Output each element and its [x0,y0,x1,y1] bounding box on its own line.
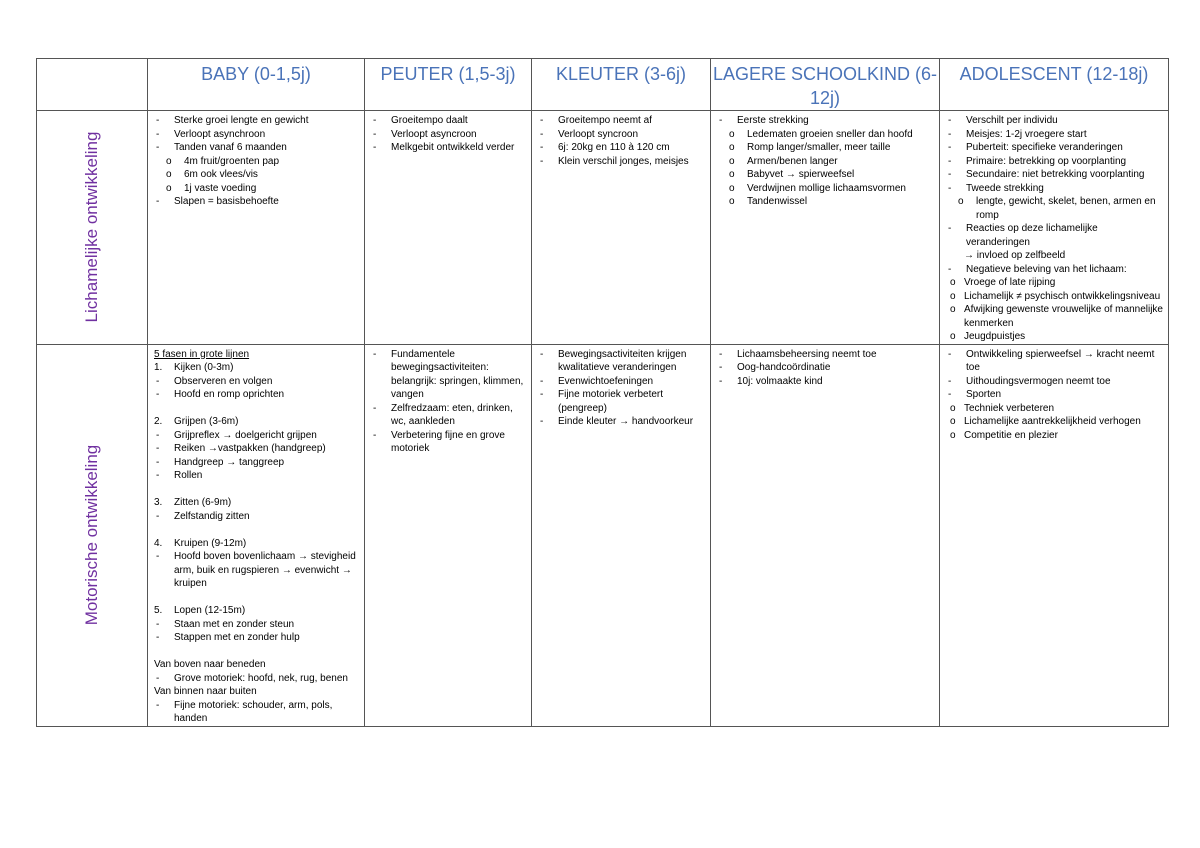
list-item-text: Zelfredzaam: eten, drinken, wc, aankleden [391,402,513,427]
list-item [154,658,360,672]
list-item-text: Ledematen groeien sneller dan hoofd [747,128,913,140]
list-item [154,537,360,551]
list-item [946,330,1164,344]
list-item [946,276,1164,290]
bullet-marker: - [540,416,544,427]
bullet-marker: o [166,182,172,194]
bullet-marker: o [729,142,735,153]
list-item-text: Lichamelijk ≠ psychisch ontwikkelingsniveau [964,290,1161,302]
list-item [154,496,360,510]
bullet-marker: - [540,389,544,400]
list-item-text: Grijpreflex → doelgericht grijpen [174,429,317,441]
list-item [946,290,1164,304]
list-item [946,249,1164,263]
bullet-marker: - [156,618,160,630]
list-item [946,128,1164,142]
list-item-text: 6m ook vlees/vis [184,169,258,180]
list-item-text: Verloopt syncroon [558,128,639,140]
list-item-text: Oog-handcoördinatie [737,362,831,373]
list-item-text: Melkgebit ontwikkeld verder [391,142,515,153]
bullet-marker: - [156,375,160,387]
bullet-marker: o [950,429,956,441]
bullet-marker: - [156,699,160,711]
bullet-marker: - [948,389,952,400]
list-item [538,141,706,155]
cell-lichamelijke-adolescent [940,111,1169,345]
list-item [946,114,1164,128]
list-item [154,114,360,128]
cell-motorische-schoolkind [711,344,940,726]
list-item-text: Meisjes: 1-2j vroegere start [966,128,1087,140]
list-item [946,348,1164,375]
cell-lichamelijke-kleuter [532,111,711,345]
bullet-marker: - [948,375,952,387]
list-item-text: → invloed op zelfbeeld [964,250,1066,261]
cell-lichamelijke-schoolkind [711,111,940,345]
bullet-marker: - [948,223,952,234]
cell-motorische-adolescent [940,344,1169,726]
list-item-text: Verdwijnen mollige lichaamsvormen [747,182,906,194]
list-item-text: Puberteit: specifieke veranderingen [966,142,1123,153]
bullet-marker: - [948,348,952,360]
bullet-marker: - [156,128,160,140]
bullet-marker: o [729,128,735,140]
bullet-marker: - [156,196,160,207]
bullet-marker: - [948,115,952,126]
list-item-text: Reiken →vastpakken (handgreep) [174,443,326,454]
list-item-text: 1j vaste voeding [184,182,257,194]
bullet-marker: 1. [154,362,163,373]
list-item [946,141,1164,155]
list-item [538,155,706,169]
bullet-marker [946,249,964,263]
bullet-marker: - [719,362,723,373]
bullet-marker: - [156,672,160,684]
header-row [37,59,1169,111]
list-item [538,114,706,128]
list-item [154,442,360,456]
bullet-marker: o [950,304,956,315]
bullet-marker: 5. [154,605,163,616]
list-item [371,114,527,128]
header-kleuter: KLEUTER (3-6j) [532,59,711,111]
cell-motorische-baby [148,344,365,726]
list-item-text: Stappen met en zonder hulp [174,632,300,643]
bullet-marker: - [373,402,377,414]
list-item [946,195,1164,222]
list-item [154,429,360,443]
header-baby: BABY (0-1,5j) [148,59,365,111]
blank-line [154,483,360,497]
list-item [538,348,706,375]
row-label-motorische: Motorische ontwikkeling [82,444,101,626]
list-item [371,141,527,155]
list-item [371,128,527,142]
bullet-marker: - [373,128,377,140]
list-item [154,685,360,699]
row-motorische [37,344,1169,726]
list-item-text: 10j: volmaakte kind [737,375,823,387]
list-item-text: Secundaire: niet betrekking voorplanting [966,169,1145,180]
bullet-marker: o [729,196,735,207]
list-item [717,348,935,362]
list-item [946,263,1164,277]
list-item [154,604,360,618]
list-item-text: Primaire: betrekking op voorplanting [966,155,1127,167]
cell-lichamelijke-baby [148,111,365,345]
list-item [154,510,360,524]
list-item [946,168,1164,182]
cell-lichamelijke-peuter [365,111,532,345]
list-item-text: Evenwichtoefeningen [558,375,654,387]
bullet-marker: - [156,389,160,400]
list-item-text: Hoofd boven bovenlichaam → stevigheid arm, buik en rugspieren → evenwicht → kruipen [174,551,356,589]
list-item-text: Verloopt asyncroon [391,128,477,140]
row-label-cell [37,111,148,345]
list-item [154,469,360,483]
list-item-text: Zitten (6-9m) [174,497,232,508]
bullet-marker: - [540,155,544,167]
row-lichamelijke [37,111,1169,345]
bullet-marker: - [948,263,952,275]
list-item-text: Lichaamsbeheersing neemt toe [737,348,877,360]
cell-motorische-peuter [365,344,532,726]
cell-motorische-kleuter [532,344,711,726]
list-item [717,128,935,142]
list-item-text: Babyvet → spierweefsel [747,169,855,180]
list-item-text: Rollen [174,470,203,481]
list-item-text: Afwijking gewenste vrouwelijke of mannelijke kenmerken [964,304,1163,329]
list-item-text: Fundamentele bewegingsactiviteiten: belangrijk: springen, klimmen, vangen [391,348,524,400]
bullet-marker: - [156,470,160,481]
list-item [154,631,360,645]
blank-line [154,645,360,659]
bullet-marker: o [729,155,735,167]
list-item [154,168,360,182]
list-item [154,348,360,362]
list-item-text: Verbetering fijne en grove motoriek [391,429,505,454]
list-item [946,429,1164,443]
bullet-marker: - [156,632,160,643]
bullet-marker: - [540,375,544,387]
blank-line [154,402,360,416]
bullet-marker: - [156,551,160,562]
bullet-marker: - [540,128,544,140]
row-label-lichamelijke: Lichamelijke ontwikkeling [82,131,101,323]
list-item-text: Jeugdpuistjes [964,331,1026,342]
list-item-text: Van boven naar beneden [154,659,266,670]
bullet-marker: - [719,348,723,360]
list-item-text: Tanden vanaf 6 maanden [174,142,287,153]
bullet-marker: o [950,331,956,342]
bullet-marker: o [166,169,172,180]
bullet-marker: - [540,348,544,360]
list-item [538,388,706,415]
bullet-marker: o [729,169,735,180]
bullet-marker: - [156,429,160,441]
bullet-marker: - [948,128,952,140]
list-item [717,195,935,209]
list-item-text: Groeitempo daalt [391,115,468,126]
list-item-text: Verloopt asynchroon [174,128,266,140]
bullet-marker: - [948,182,952,194]
list-item-text: Fijne motoriek verbetert (pengreep) [558,389,664,414]
list-item-text: Zelfstandig zitten [174,510,250,522]
list-item [154,618,360,632]
list-item-text: Grove motoriek: hoofd, nek, rug, benen [174,672,348,684]
list-item [717,155,935,169]
list-item [946,375,1164,389]
list-item-text: Groeitempo neemt af [558,115,652,126]
list-item-text: Ontwikkeling spierweefsel → kracht neemt toe [966,348,1155,373]
list-item [371,348,527,402]
bullet-marker: o [950,416,956,427]
bullet-marker: - [540,115,544,126]
list-item-text: Sterke groei lengte en gewicht [174,115,309,126]
list-item [154,456,360,470]
list-item [154,128,360,142]
bullet-marker: o [958,196,964,207]
list-item [946,415,1164,429]
list-item-text: Klein verschil jonges, meisjes [558,155,689,167]
bullet-marker: o [950,277,956,288]
list-item-text: Tandenwissel [747,196,808,207]
list-item-text: Eerste strekking [737,115,809,126]
bullet-marker: - [948,142,952,153]
list-item-text: Staan met en zonder steun [174,618,295,630]
list-item [154,361,360,375]
list-item-text: Grijpen (3-6m) [174,416,239,427]
bullet-marker: 4. [154,537,163,549]
list-item-text: 5 fasen in grote lijnen [154,348,250,360]
bullet-marker: o [950,402,956,414]
list-item-text: Tweede strekking [966,182,1044,194]
list-item-text: Negatieve beleving van het lichaam: [966,263,1127,275]
list-item [946,303,1164,330]
bullet-marker: o [166,155,172,167]
list-item-text: Fijne motoriek: schouder, arm, pols, handen [174,699,333,724]
list-item-text: Van binnen naar buiten [154,686,257,697]
list-item [154,672,360,686]
list-item [154,141,360,155]
list-item [538,128,706,142]
list-item-text: Einde kleuter → handvoorkeur [558,416,694,427]
list-item-text: Romp langer/smaller, meer taille [747,142,891,153]
bullet-marker: - [156,115,160,126]
list-item-text: Lopen (12-15m) [174,605,246,616]
bullet-marker: - [156,443,160,454]
list-item [717,141,935,155]
list-item [538,415,706,429]
list-item [154,375,360,389]
list-item-text: Competitie en plezier [964,429,1058,441]
bullet-marker: - [156,510,160,522]
list-item [717,114,935,128]
blank-line [154,523,360,537]
list-item-text: Kruipen (9-12m) [174,537,247,549]
header-peuter: PEUTER (1,5-3j) [365,59,532,111]
list-item [946,388,1164,402]
list-item [154,195,360,209]
blank-line [154,591,360,605]
list-item [154,699,360,726]
row-label-cell [37,344,148,726]
bullet-marker: - [719,115,723,126]
bullet-marker: - [373,429,377,441]
list-item-text: Slapen = basisbehoefte [174,196,279,207]
list-item-text: Sporten [966,389,1002,400]
list-item-text: Techniek verbeteren [964,402,1055,414]
list-item [538,375,706,389]
list-item [154,415,360,429]
list-item [154,388,360,402]
list-item-text: Armen/benen langer [747,155,838,167]
list-item [946,222,1164,249]
list-item-text: Handgreep → tanggreep [174,456,285,468]
list-item [371,402,527,429]
list-item-text: Reacties op deze lichamelijke veranderingen [966,223,1098,248]
header-adolescent: ADOLESCENT (12-18j) [940,59,1169,111]
list-item [717,375,935,389]
list-item [946,182,1164,196]
list-item-text: Kijken (0-3m) [174,362,234,373]
bullet-marker: - [540,142,544,153]
list-item [946,155,1164,169]
development-table [36,58,1169,727]
list-item [154,155,360,169]
list-item [717,361,935,375]
list-item-text: Vroege of late rijping [964,277,1056,288]
list-item-text: 4m fruit/groenten pap [184,155,280,167]
list-item [154,550,360,591]
list-item [154,182,360,196]
list-item [717,182,935,196]
list-item-text: Hoofd en romp oprichten [174,389,285,400]
list-item [717,168,935,182]
corner-cell [37,59,148,111]
bullet-marker: - [156,456,160,468]
list-item-text: Lichamelijke aantrekkelijkheid verhogen [964,416,1141,427]
bullet-marker: - [373,115,377,126]
list-item [946,402,1164,416]
list-item-text: 6j: 20kg en 110 à 120 cm [558,142,670,153]
bullet-marker: - [373,348,377,360]
list-item-text: Observeren en volgen [174,375,273,387]
list-item-text: Verschilt per individu [966,115,1058,126]
list-item-text: lengte, gewicht, skelet, benen, armen en romp [976,196,1156,221]
bullet-marker: - [373,142,377,153]
header-lagere-schoolkind: LAGERE SCHOOLKIND (6-12j) [711,59,940,111]
bullet-marker: - [719,375,723,387]
bullet-marker: o [950,290,956,302]
list-item [371,429,527,456]
bullet-marker: o [729,182,735,194]
bullet-marker: - [156,142,160,153]
list-item-text: Bewegingsactiviteiten krijgen kwalitatieve veranderingen [558,348,687,373]
bullet-marker: - [948,155,952,167]
bullet-marker: - [948,169,952,180]
bullet-marker: 2. [154,416,163,427]
list-item-text: Uithoudingsvermogen neemt toe [966,375,1111,387]
bullet-marker: 3. [154,497,163,508]
